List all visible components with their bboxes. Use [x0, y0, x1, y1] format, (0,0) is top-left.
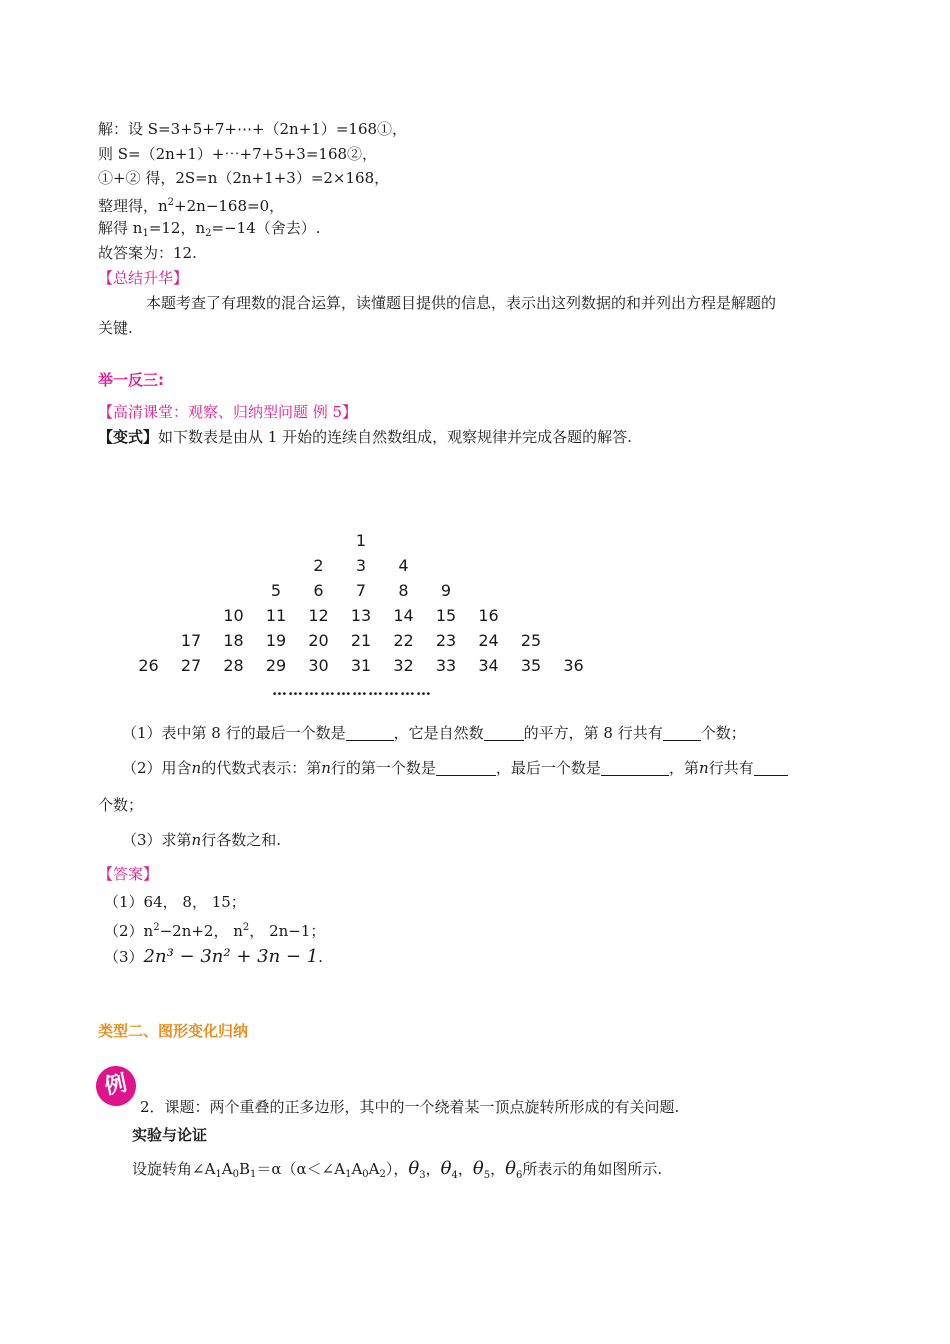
variable-n: n [321, 759, 331, 777]
table-ellipsis: ………………………… [272, 681, 432, 699]
practice-source: 【高清课堂：观察、归纳型问题 例 5】 [98, 403, 358, 421]
text: 解得 n [98, 219, 143, 237]
summary-body-1: 本题考查了有理数的混合运算，读懂题目提供的信息，表示出这列数据的和并列出方程是解题的 [146, 294, 777, 312]
table-number: 36 [563, 656, 584, 675]
subscript: 3 [419, 1170, 426, 1181]
text: 的平方，第 8 行共有 [523, 724, 663, 742]
comma: ， [457, 1160, 473, 1178]
table-number: 12 [308, 606, 329, 625]
formula: 2n³ − 3n² + 3n − 1 [143, 946, 319, 967]
answer-3 [104, 944, 323, 970]
summary-heading: 【总结升华】 [98, 269, 189, 287]
solution-line-3: ①+② 得，2S=n（2n+1+3）=2×168， [98, 169, 390, 187]
answer-blank[interactable] [663, 724, 701, 741]
table-number: 4 [398, 556, 409, 575]
table-number: 31 [350, 656, 372, 675]
comma: ， [425, 1160, 441, 1178]
variant-line [98, 427, 632, 447]
example-subheading: 实验与论证 [132, 1126, 208, 1144]
superscript: 2 [167, 197, 175, 208]
subscript: 1 [250, 1169, 257, 1180]
text: （2）用含 [122, 759, 192, 777]
table-number: 33 [435, 656, 457, 675]
text: ，它是自然数 [393, 724, 484, 742]
subscript: 0 [362, 1169, 369, 1180]
variant-text: 如下数表是由从 1 开始的连续自然数组成，观察规律并完成各题的解答. [158, 428, 632, 446]
text: . [318, 948, 323, 966]
subscript: 5 [483, 1170, 491, 1181]
text: =12，n [148, 219, 206, 237]
example-line-1: 2．课题：两个重叠的正多边形，其中的一个绕着某一顶点旋转所形成的有关问题. [140, 1098, 680, 1116]
text: +2n−168=0， [174, 197, 285, 215]
text: （2）n [104, 922, 154, 940]
theta-symbol: θ [505, 1158, 516, 1179]
table-number: 19 [265, 631, 287, 650]
question-1 [122, 723, 746, 743]
text: （1）表中第 8 行的最后一个数是 [122, 724, 346, 742]
theta-symbol: θ [440, 1158, 452, 1179]
table-number: 30 [308, 656, 329, 675]
table-number: 32 [393, 656, 414, 675]
answer-blank[interactable] [754, 759, 788, 776]
text: 所表示的角如图所示. [522, 1160, 663, 1178]
table-number: 1 [355, 531, 367, 550]
text: ）， [385, 1160, 409, 1178]
text: 行的第一个数是 [330, 759, 436, 777]
text: B [239, 1160, 251, 1178]
superscript: 2 [242, 922, 250, 933]
solution-line-5 [98, 218, 321, 244]
table-number: 20 [308, 631, 329, 650]
answer-blank[interactable] [484, 724, 524, 741]
table-number: 14 [393, 606, 414, 625]
text: 行共有 [708, 759, 754, 777]
solution-line-6: 故答案为：12. [98, 244, 197, 262]
table-number: 9 [440, 581, 452, 600]
text: ，最后一个数是 [495, 759, 601, 777]
text: A [351, 1160, 363, 1178]
example-line-3 [132, 1156, 662, 1189]
example-badge-icon: 例 [92, 1062, 139, 1109]
table-number: 13 [350, 606, 372, 625]
text: 行各数之和. [201, 831, 281, 849]
practice-heading: 举一反三: [98, 371, 164, 389]
comma: ， [490, 1160, 506, 1178]
table-number: 26 [138, 656, 159, 675]
answer-blank[interactable] [346, 724, 394, 741]
question-2 [122, 758, 788, 778]
table-number: 17 [180, 631, 202, 650]
subscript: 2 [379, 1169, 386, 1180]
subscript: 0 [232, 1169, 239, 1180]
table-number: 3 [355, 556, 367, 575]
text: 设旋转角∠A [132, 1160, 216, 1178]
text: 整理得，n [98, 197, 168, 215]
table-number: 10 [223, 606, 244, 625]
table-number: 29 [265, 656, 287, 675]
table-number: 2 [313, 556, 324, 575]
table-number: 27 [180, 656, 202, 675]
table-number: 25 [520, 631, 542, 650]
subscript: 1 [215, 1169, 222, 1180]
table-number: 22 [393, 631, 414, 650]
solution-line-4 [98, 193, 284, 216]
table-number: 28 [223, 656, 244, 675]
table-number: 24 [478, 631, 499, 650]
text: −2n+2， n [159, 922, 243, 940]
theta-symbol: θ [472, 1158, 484, 1179]
answer-blank[interactable] [601, 759, 669, 776]
variable-n: n [698, 759, 709, 777]
variable-n: n [191, 759, 202, 777]
solution-line-2: 则 S=（2n+1）+⋯+7+5+3=168②， [98, 145, 378, 163]
answer-1: （1）64， 8， 15； [104, 893, 246, 911]
subscript: 1 [345, 1169, 352, 1180]
table-number: 7 [355, 581, 367, 600]
text: （3） [104, 948, 144, 966]
table-number: 15 [435, 606, 457, 625]
subscript: 4 [451, 1170, 458, 1181]
table-number: 11 [265, 606, 287, 625]
text: 个数； [700, 724, 746, 742]
variable-n: n [191, 831, 202, 849]
question-3 [122, 830, 281, 850]
table-number: 5 [270, 581, 282, 600]
theta-symbol: θ [408, 1158, 420, 1179]
solution-line-1: 解：设 S=3+5+7+⋯+（2n+1）=168①， [98, 120, 408, 138]
text: A [368, 1160, 380, 1178]
table-number: 34 [478, 656, 499, 675]
text: ＝α（α＜∠A [256, 1160, 346, 1178]
table-number: 8 [398, 581, 409, 600]
question-2-end: 个数； [98, 796, 144, 814]
table-number: 18 [223, 631, 244, 650]
answer-blank[interactable] [436, 759, 496, 776]
summary-body-2: 关键. [98, 319, 133, 337]
text: =−14（舍去）. [211, 219, 321, 237]
text: A [221, 1160, 233, 1178]
subscript: 1 [142, 228, 149, 239]
table-number: 21 [350, 631, 372, 650]
variant-label: 【变式】 [98, 428, 159, 446]
answer-heading: 【答案】 [98, 865, 159, 883]
type2-heading: 类型二、图形变化归纳 [98, 1022, 249, 1040]
superscript: 2 [153, 922, 160, 933]
table-number: 35 [520, 656, 542, 675]
table-number: 6 [313, 581, 324, 600]
text: ，第 [668, 759, 699, 777]
table-number: 16 [478, 606, 499, 625]
text: ， 2n−1； [249, 922, 326, 940]
table-number: 23 [435, 631, 457, 650]
answer-2 [104, 918, 325, 941]
subscript: 6 [515, 1170, 523, 1181]
text: （3）求第 [122, 831, 192, 849]
subscript: 2 [205, 228, 212, 239]
text: 的代数式表示：第 [201, 759, 322, 777]
